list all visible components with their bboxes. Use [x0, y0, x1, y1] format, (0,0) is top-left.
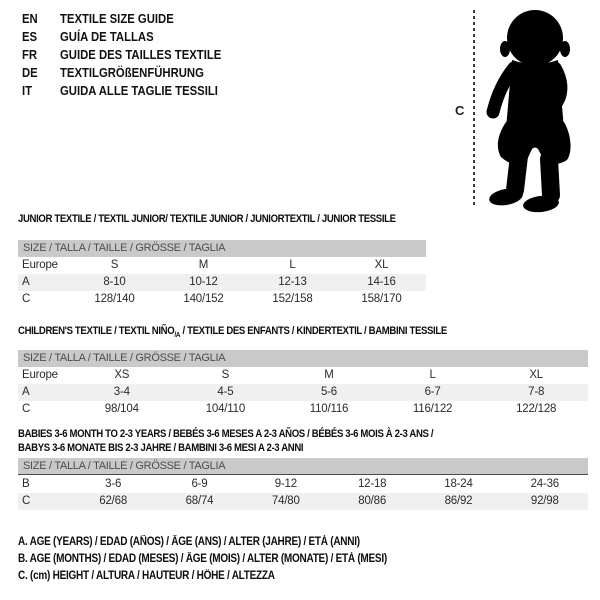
lang-label-de: TEXTILGRÖßENFÜHRUNG	[60, 64, 204, 80]
height-cell: 116/122	[412, 403, 453, 415]
junior-size-header-bar	[18, 240, 426, 257]
babies-row-age-months	[18, 476, 588, 493]
height-cell: 98/104	[104, 403, 139, 415]
size-cell: M	[198, 259, 209, 271]
lang-code-it: IT	[22, 82, 33, 98]
height-cell: 68/74	[185, 495, 214, 507]
height-cell: 110/116	[309, 403, 349, 415]
row-label: B	[22, 478, 30, 490]
lang-code-fr: FR	[22, 46, 38, 62]
junior-textile-table	[18, 213, 426, 309]
lang-code-es: ES	[22, 28, 38, 44]
junior-row-europe	[18, 257, 426, 275]
lang-label-en: TEXTILE SIZE GUIDE	[60, 10, 174, 26]
children-size-header-text: SIZE / TALLA / TAILLE / GRÖSSE / TAGLIA	[23, 352, 226, 364]
height-cell: 80/86	[358, 495, 387, 507]
size-cell: M	[324, 369, 334, 381]
toddler-silhouette-image	[476, 4, 588, 214]
age-cell: 10-12	[189, 276, 218, 288]
age-cell: 5-6	[320, 386, 337, 398]
age-cell: 12-13	[278, 276, 307, 288]
lang-row-es	[22, 27, 245, 45]
age-cell: 8-10	[103, 276, 126, 288]
size-cell: S	[110, 259, 119, 271]
lang-label-it: GUIDA ALLE TAGLIE TESSILI	[60, 82, 218, 98]
height-cell: 62/68	[99, 495, 128, 507]
lang-row-en	[22, 9, 245, 27]
children-row-age	[18, 384, 588, 401]
lang-label-fr: GUIDE DES TAILLES TEXTILE	[60, 46, 222, 62]
size-cell: XS	[114, 369, 130, 381]
lang-row-de	[22, 63, 245, 81]
row-label: A	[22, 276, 30, 288]
age-cell: 3-6	[105, 478, 122, 490]
children-row-europe	[18, 367, 588, 385]
age-cell: 6-9	[191, 478, 208, 490]
children-row-height	[18, 401, 588, 418]
babies-row-height	[18, 493, 588, 510]
language-title-list	[22, 9, 245, 99]
row-label: C	[22, 403, 31, 415]
height-cell: 86/92	[444, 495, 473, 507]
footnote-a: A. AGE (YEARS) / EDAD (AÑOS) / ÂGE (ANS) / ALTER (JAHRE) / ETÀ (ANNI)	[18, 536, 360, 548]
size-cell: L	[429, 369, 436, 381]
lang-code-de: DE	[22, 64, 38, 80]
height-cell: 128/140	[94, 293, 135, 305]
row-label: C	[22, 495, 31, 507]
babies-size-header-bar	[18, 458, 588, 475]
row-label: Europe	[22, 369, 58, 381]
junior-size-header-text: SIZE / TALLA / TAILLE / GRÖSSE / TAGLIA	[23, 242, 226, 254]
row-label: C	[22, 293, 31, 305]
legend-footnotes	[18, 536, 442, 587]
height-cell: 74/80	[271, 495, 300, 507]
junior-table-title: JUNIOR TEXTILE / TEXTIL JUNIOR/ TEXTILE JUNIOR / JUNIORTEXTIL / JUNIOR TESSILE	[18, 213, 396, 225]
age-cell: 14-16	[367, 276, 396, 288]
age-cell: 12-18	[357, 478, 387, 490]
footnote-b: B. AGE (MONTHS) / EDAD (MESES) / ÂGE (MOIS) / ALTER (MONATE) / ETÀ (MESI)	[18, 553, 387, 565]
lang-row-it	[22, 81, 245, 99]
lang-label-es: GUÍA DE TALLAS	[60, 28, 154, 44]
height-cell: 140/152	[183, 293, 224, 305]
babies-textile-table	[18, 428, 588, 512]
height-cell: 158/170	[361, 293, 402, 305]
size-cell: XL	[374, 259, 389, 271]
junior-row-height	[18, 291, 426, 308]
age-cell: 7-8	[528, 386, 545, 398]
row-label: Europe	[22, 259, 58, 271]
title-subscript: /A	[174, 330, 181, 340]
height-cell: 104/110	[205, 403, 246, 415]
junior-row-age	[18, 274, 426, 291]
babies-size-header-text: SIZE / TALLA / TAILLE / GRÖSSE / TAGLIA	[23, 460, 226, 472]
row-label: A	[22, 386, 30, 398]
children-size-header-bar	[18, 350, 588, 367]
size-cell: L	[289, 259, 296, 271]
size-cell: XL	[529, 369, 543, 381]
babies-table-title-line2: BABYS 3-6 MONATE BIS 2-3 JAHRE / BAMBINI 3-6 MESI A 2-3 ANNI	[18, 442, 304, 454]
babies-table-title-line1: BABIES 3-6 MONTH TO 2-3 YEARS / BEBÉS 3-6 MESES A 2-3 AÑOS / BÉBÉS 3-6 MOIS À 2-3 ANS /	[18, 428, 434, 440]
height-cell: 92/98	[530, 495, 559, 507]
size-cell: S	[221, 369, 230, 381]
lang-code-en: EN	[22, 10, 38, 26]
measure-label-c: C	[455, 103, 465, 118]
lang-row-fr	[22, 45, 245, 63]
children-textile-table	[18, 325, 588, 419]
age-cell: 4-5	[217, 386, 234, 398]
age-cell: 24-36	[530, 478, 560, 490]
height-cell: 152/158	[272, 293, 313, 305]
footnote-c: C. (cm) HEIGHT / ALTURA / HAUTEUR / HÖHE / ALTEZZA	[18, 570, 275, 582]
age-cell: 18-24	[444, 478, 473, 490]
height-measure-dashed-line	[473, 10, 475, 206]
age-cell: 9-12	[274, 478, 297, 490]
age-cell: 6-7	[424, 386, 441, 398]
children-table-title: CHILDREN'S TEXTILE / TEXTIL $NIÑO_{/A}$ / TEXTILE DES ENFANTS / KINDERTEXTIL / BAMBINI TESSILE	[18, 325, 447, 340]
height-cell: 122/128	[516, 403, 557, 415]
age-cell: 3-4	[113, 386, 130, 398]
